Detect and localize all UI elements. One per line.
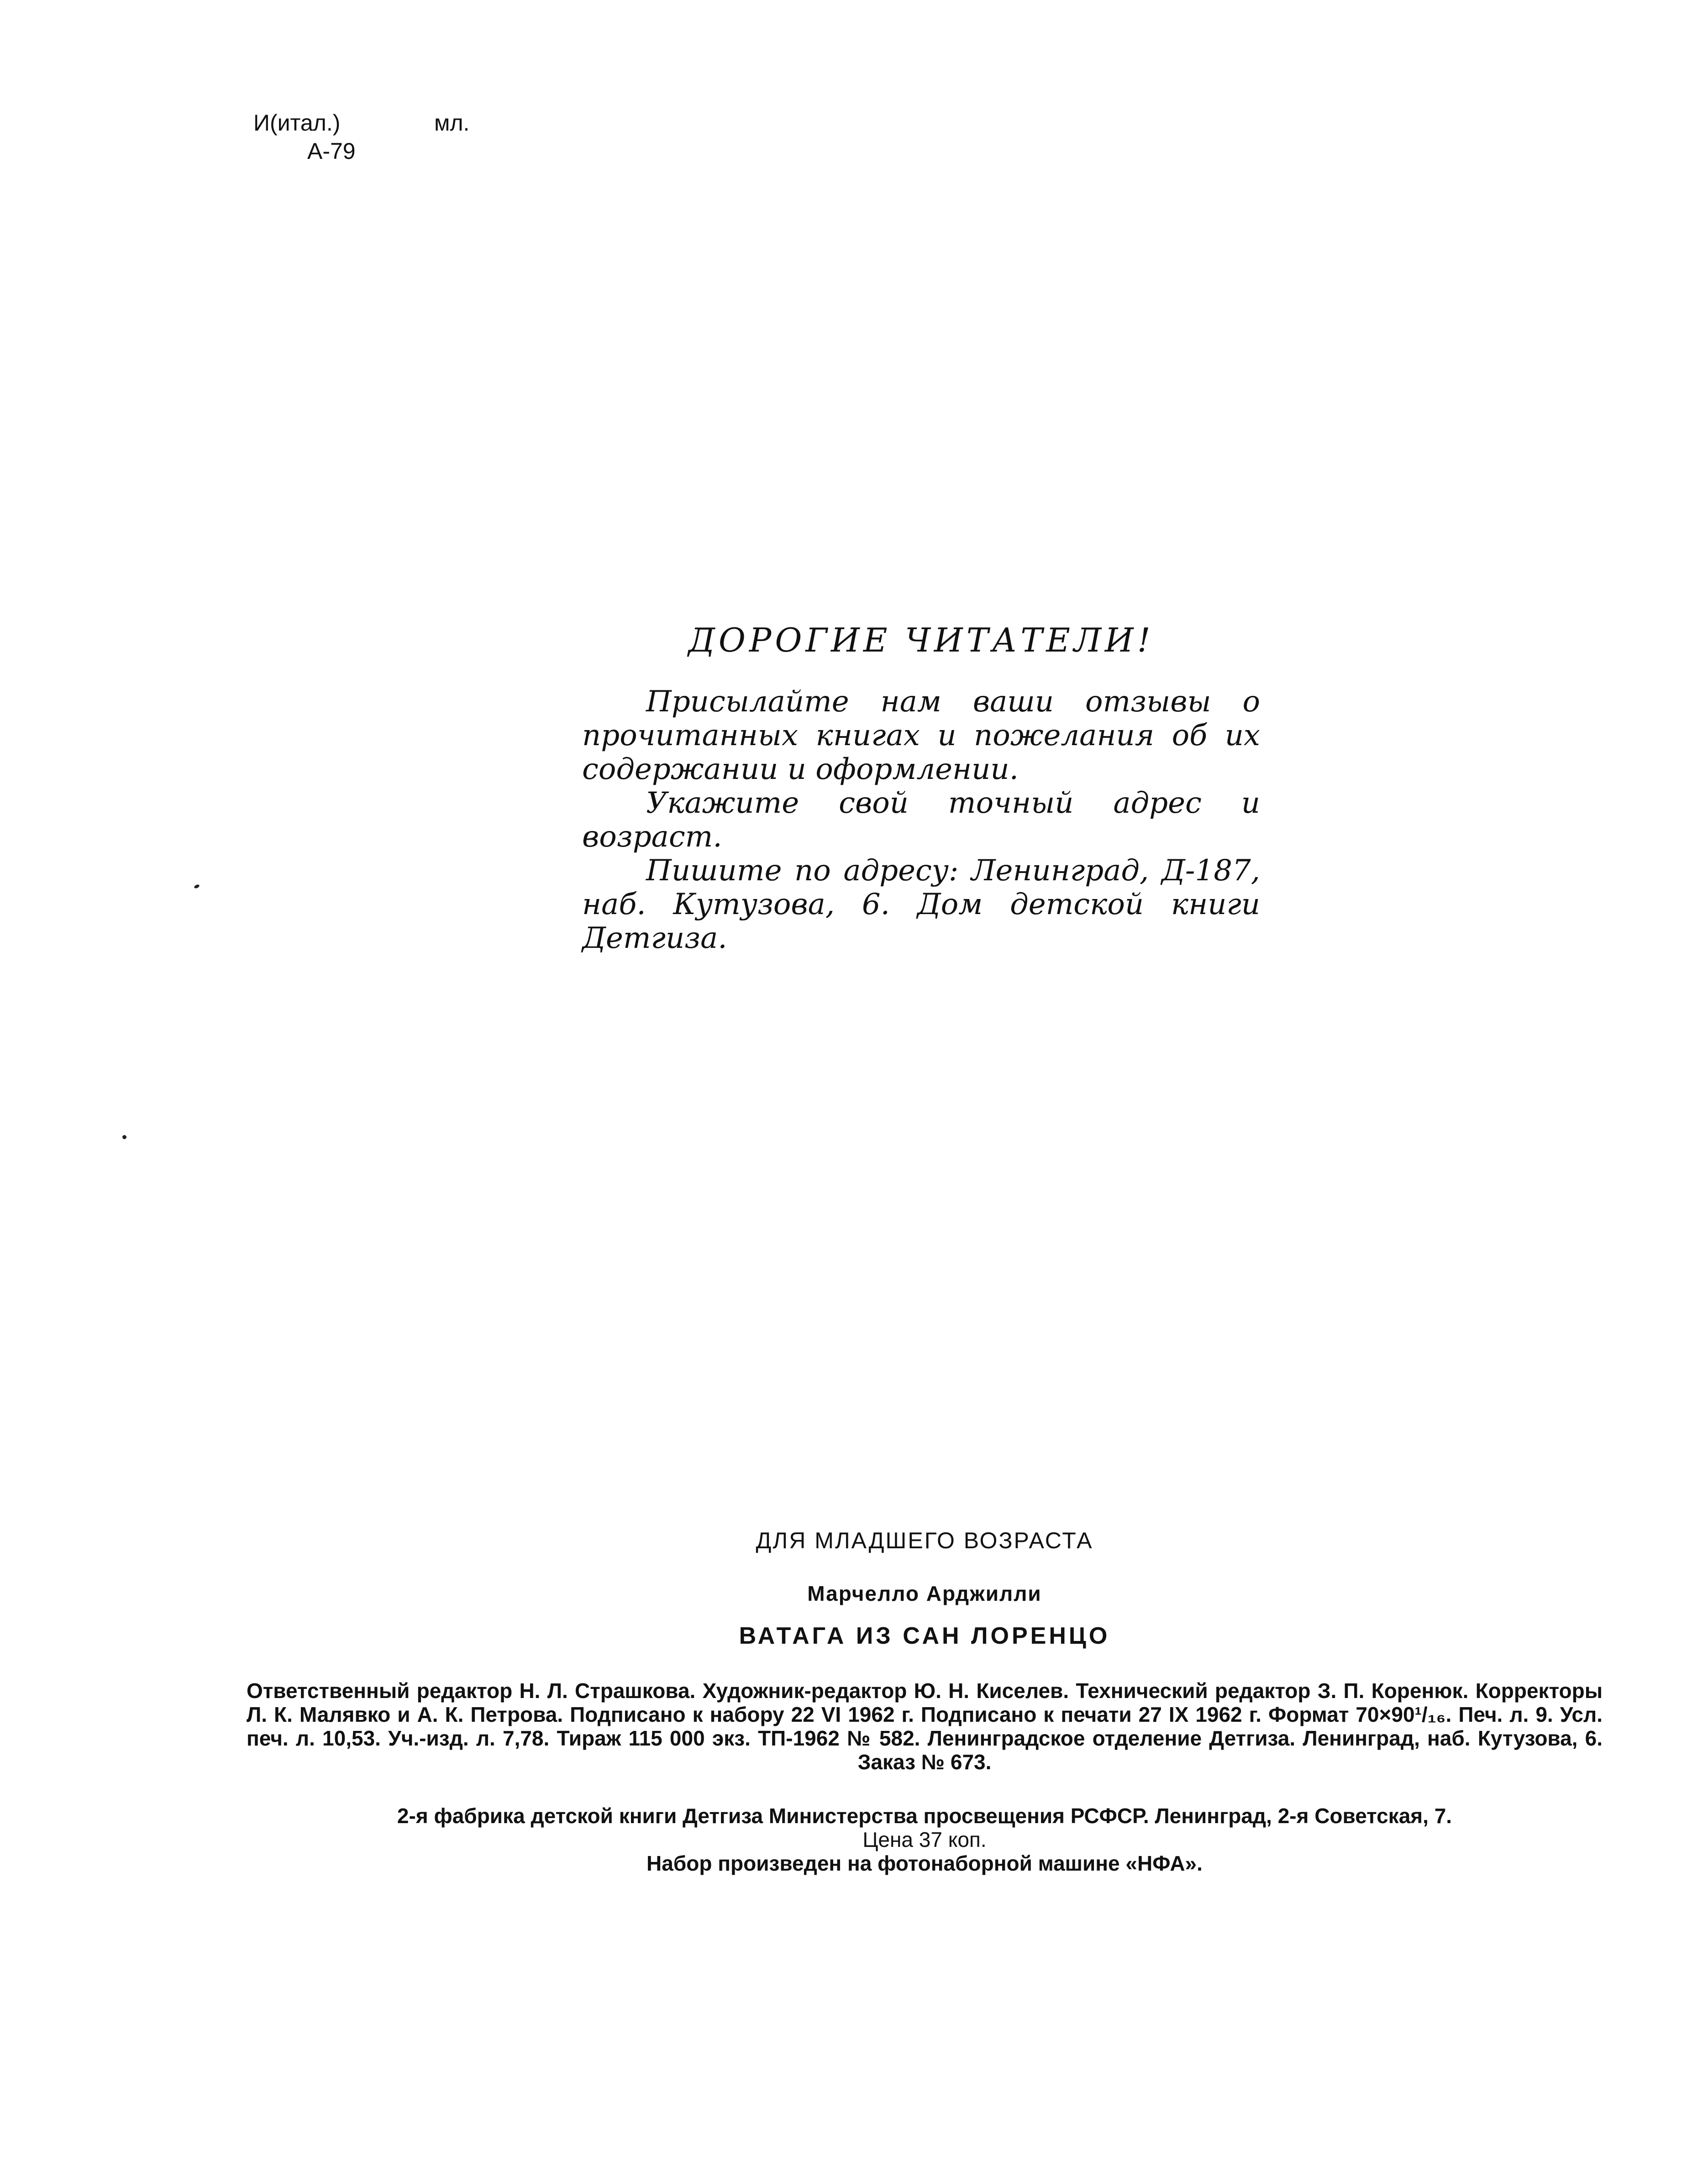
printer-name: 2-я фабрика детской книги Детгиза Министерства просвещения РСФСР. Ленинград, 2-я Советская, 7. <box>397 1804 1452 1828</box>
catalog-index: А-79 <box>307 138 356 164</box>
catalog-code: И(итал.) <box>253 110 341 136</box>
scan-speck <box>194 884 200 889</box>
catalog-code-row <box>253 109 470 137</box>
book-author: Марчелло Арджилли <box>807 1582 1042 1605</box>
series-label: ДЛЯ МЛАДШЕГО ВОЗРАСТА <box>756 1528 1093 1553</box>
book-title: ВАТАГА ИЗ САН ЛОРЕНЦО <box>739 1623 1110 1649</box>
appeal-paragraph: Укажите свой точный адрес и возраст. <box>582 786 1260 854</box>
appeal-paragraph: Присылайте нам ваши отзывы о прочитанных книгах и пожелания об их содержании и оформлении. <box>582 685 1260 786</box>
appeal-heading: ДОРОГИЕ ЧИТАТЕЛИ! <box>688 621 1154 659</box>
appeal-address: Пишите по адресу: Ленинград, Д-187, наб. Кутузова, 6. Дом детской книги Детгиза. <box>582 854 1260 955</box>
scan-speck <box>122 1135 126 1139</box>
price: Цена 37 коп. <box>862 1828 987 1851</box>
typesetting-note: Набор произведен на фотонаборной машине «НФА». <box>646 1851 1203 1875</box>
imprint-details: Ответственный редактор Н. Л. Страшкова. Художник-редактор Ю. Н. Киселев. Технический редактор З. П. Коренюк. Корректоры Л. К. Малявко и А. К. Петрова. Подписано к набору 22 VI 1962 г. Подписано к печати 27 IX 1962 г. Формат 70×90¹/₁₆. Печ. л. 9. Усл. печ. л. 10,53. Уч.-изд. л. 7,78. Тираж 115 000 экз. ТП-1962 № 582. Ленинградское отделение Детгиза. Ленинград, наб. Кутузова, 6. Заказ № 673. <box>247 1679 1603 1774</box>
age-mark: мл. <box>434 110 470 136</box>
catalog-marks <box>253 109 470 165</box>
colophon <box>247 1527 1603 1875</box>
printer-info <box>247 1804 1603 1875</box>
reader-appeal <box>582 621 1260 955</box>
